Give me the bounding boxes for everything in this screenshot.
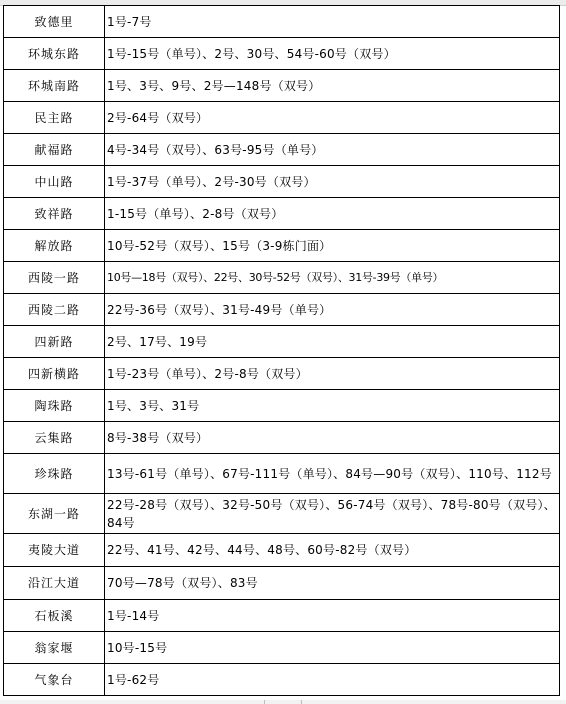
table-row — [4, 166, 560, 198]
table-row — [4, 422, 560, 454]
house-numbers: 1-15号（单号）、2-8号（双号） — [105, 198, 560, 230]
address-table — [3, 5, 560, 696]
table-row — [4, 454, 560, 494]
road-name: 气象台 — [4, 664, 105, 696]
table-row — [4, 38, 560, 70]
house-numbers: 22号-28号（双号）、32号-50号（双号）、56-74号（双号）、78号-80号（双号）、84号 — [105, 494, 560, 534]
table-row — [4, 664, 560, 696]
house-numbers: 4号-34号（双号）、63号-95号（单号） — [105, 134, 560, 166]
house-numbers: 22号-36号（双号）、31号-49号（单号） — [105, 294, 560, 326]
road-name: 献福路 — [4, 134, 105, 166]
road-name: 致祥路 — [4, 198, 105, 230]
road-name: 中山路 — [4, 166, 105, 198]
road-name: 解放路 — [4, 230, 105, 262]
road-name: 陶珠路 — [4, 390, 105, 422]
table-row — [4, 632, 560, 664]
house-numbers: 1号-62号 — [105, 664, 560, 696]
house-numbers: 13号-61号（单号）、67号-111号（单号）、84号—90号（双号）、110号、112号 — [105, 454, 560, 494]
table-row — [4, 567, 560, 600]
road-name: 西陵二路 — [4, 294, 105, 326]
road-name: 四新路 — [4, 326, 105, 358]
table-row — [4, 358, 560, 390]
house-numbers: 8号-38号（双号） — [105, 422, 560, 454]
table-row — [4, 102, 560, 134]
page-edge-marker — [561, 312, 566, 352]
house-numbers: 22号、41号、42号、44号、48号、60号-82号（双号） — [105, 534, 560, 567]
house-numbers: 1号-23号（单号）、2号-8号（双号） — [105, 358, 560, 390]
table-row — [4, 294, 560, 326]
house-numbers: 1号-7号 — [105, 6, 560, 38]
road-name: 云集路 — [4, 422, 105, 454]
house-numbers: 2号、17号、19号 — [105, 326, 560, 358]
road-name: 夷陵大道 — [4, 534, 105, 567]
road-name: 石板溪 — [4, 600, 105, 632]
house-numbers: 10号—18号（双号）、22号、30号-52号（双号）、31号-39号（单号） — [105, 262, 560, 294]
house-numbers: 70号—78号（双号）、83号 — [105, 567, 560, 600]
road-name: 四新横路 — [4, 358, 105, 390]
table-row — [4, 134, 560, 166]
house-numbers: 1号-15号（单号）、2号、30号、54号-60号（双号） — [105, 38, 560, 70]
table-row — [4, 600, 560, 632]
road-name: 沿江大道 — [4, 567, 105, 600]
road-name: 民主路 — [4, 102, 105, 134]
road-name: 珍珠路 — [4, 454, 105, 494]
house-numbers: 10号-52号（双号）、15号（3-9栋门面） — [105, 230, 560, 262]
table-row — [4, 326, 560, 358]
road-name: 西陵一路 — [4, 262, 105, 294]
road-name: 环城东路 — [4, 38, 105, 70]
scroll-handle[interactable] — [264, 700, 302, 704]
table-row — [4, 230, 560, 262]
house-numbers: 2号-64号（双号） — [105, 102, 560, 134]
house-numbers: 1号-37号（单号）、2号-30号（双号） — [105, 166, 560, 198]
house-numbers: 10号-15号 — [105, 632, 560, 664]
road-name: 致德里 — [4, 6, 105, 38]
road-name: 东湖一路 — [4, 494, 105, 534]
table-row — [4, 262, 560, 294]
table-row — [4, 494, 560, 534]
table-row — [4, 534, 560, 567]
table-row — [4, 390, 560, 422]
house-numbers: 1号、3号、31号 — [105, 390, 560, 422]
house-numbers: 1号-14号 — [105, 600, 560, 632]
table-row — [4, 70, 560, 102]
house-numbers: 1号、3号、9号、2号—148号（双号） — [105, 70, 560, 102]
road-name: 环城南路 — [4, 70, 105, 102]
road-name: 翁家堰 — [4, 632, 105, 664]
table-row — [4, 6, 560, 38]
table-row — [4, 198, 560, 230]
